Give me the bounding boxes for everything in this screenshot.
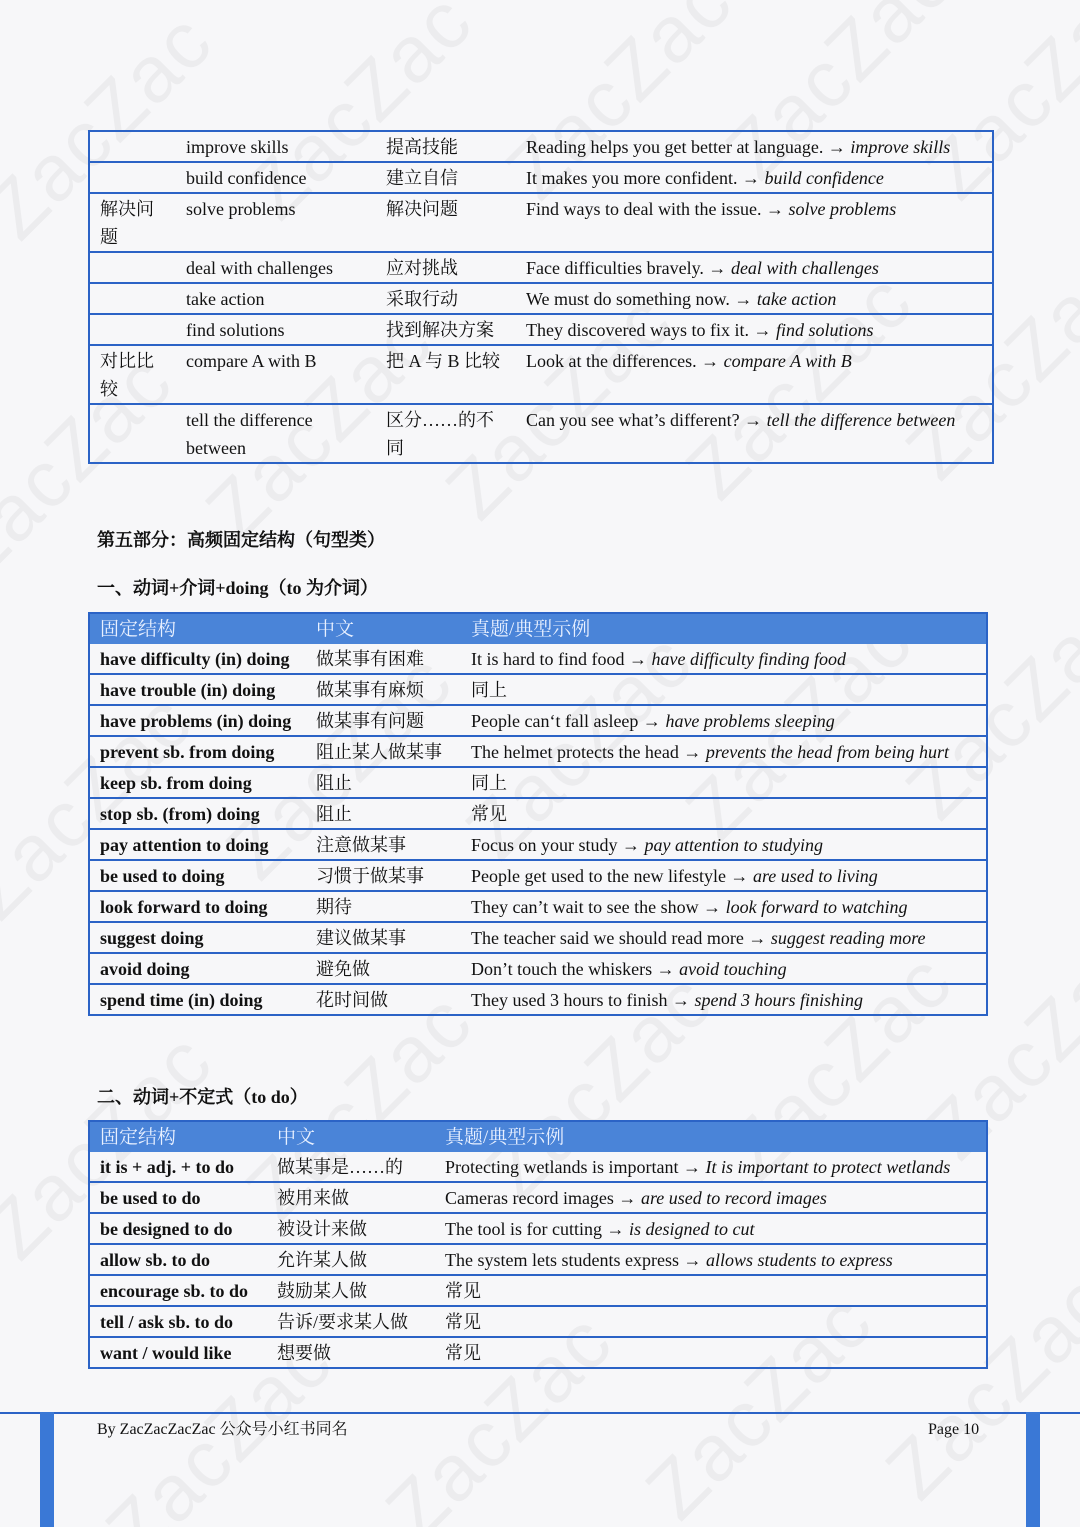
- verb-infinitive-table: [88, 1120, 988, 1369]
- example-cell: [461, 922, 987, 953]
- structure-cell: be used to do: [100, 1188, 201, 1208]
- table-row: [89, 984, 987, 1015]
- chinese-cell: 建议做某事: [316, 928, 406, 948]
- chinese-cell: 习惯于做某事: [316, 866, 424, 886]
- example-structure: have difficulty finding food: [651, 649, 846, 669]
- structure-cell: encourage sb. to do: [100, 1281, 248, 1301]
- example-structure: allows students to express: [705, 1250, 893, 1270]
- structure-cell: pay attention to doing: [100, 835, 269, 855]
- table-row: [89, 345, 993, 404]
- chinese-cell: 做某事有麻烦: [316, 680, 424, 700]
- example-cell: [435, 1306, 987, 1337]
- example-text: 常见: [445, 1343, 481, 1363]
- example-text: Reading helps you get better at language. →: [526, 137, 846, 157]
- chinese-cell: 做某事有问题: [316, 711, 424, 731]
- chinese-cell: 阻止某人做某事: [316, 742, 442, 762]
- chinese-cell: 做某事有困难: [316, 649, 424, 669]
- structure-cell: be used to doing: [100, 866, 225, 886]
- header-chinese: 中文: [306, 613, 461, 644]
- example-text: 常见: [445, 1281, 481, 1301]
- table-row: [89, 1306, 987, 1337]
- footer-divider: [0, 1412, 1080, 1414]
- example-cell: [461, 767, 987, 798]
- example-cell: [461, 984, 987, 1015]
- example-text: Don’t touch the whiskers →: [471, 959, 675, 979]
- phrase-cell: compare A with B: [186, 351, 317, 371]
- example-structure: suggest reading more: [770, 928, 926, 948]
- chinese-cell: 把 A 与 B 比较: [386, 351, 501, 371]
- example-structure: are used to record images: [640, 1188, 827, 1208]
- part5-title: 第五部分：高频固定结构（句型类）: [97, 530, 385, 550]
- example-cell: [435, 1182, 987, 1213]
- table-row: [89, 891, 987, 922]
- example-text: 常见: [445, 1312, 481, 1332]
- structure-cell: spend time (in) doing: [100, 990, 263, 1010]
- example-structure: prevents the head from being hurt: [705, 742, 950, 762]
- example-cell: [435, 1337, 987, 1368]
- example-text: The tool is for cutting →: [445, 1219, 625, 1239]
- chinese-cell: 阻止: [316, 773, 352, 793]
- structure-cell: suggest doing: [100, 928, 204, 948]
- example-structure: pay attention to studying: [644, 835, 823, 855]
- example-cell: [516, 345, 993, 404]
- example-text: They used 3 hours to finish →: [471, 990, 690, 1010]
- page-number: Page 10: [928, 1421, 980, 1438]
- example-text: People get used to the new lifestyle →: [471, 866, 749, 886]
- phrase-cell: tell the difference between: [186, 410, 313, 458]
- table-row: [89, 1244, 987, 1275]
- example-text: It is hard to find food →: [471, 649, 647, 669]
- table-row: [89, 283, 993, 314]
- category-cell: [89, 252, 176, 283]
- example-structure: compare A with B: [723, 351, 852, 371]
- table-row: [89, 644, 987, 674]
- header-structure: 固定结构: [89, 613, 306, 644]
- example-structure: improve skills: [850, 137, 951, 157]
- table-row: [89, 1337, 987, 1368]
- example-cell: [461, 860, 987, 891]
- example-cell: [435, 1213, 987, 1244]
- chinese-cell: 被用来做: [277, 1188, 349, 1208]
- structure-cell: have difficulty (in) doing: [100, 649, 290, 669]
- table-row: [89, 860, 987, 891]
- structure-cell: tell / ask sb. to do: [100, 1312, 234, 1332]
- category-cell: 对比比较: [100, 351, 154, 399]
- phrase-cell: solve problems: [186, 199, 296, 219]
- example-text: Can you see what’s different? →: [526, 410, 763, 430]
- example-structure: deal with challenges: [730, 258, 879, 278]
- table-row: [89, 767, 987, 798]
- example-text: The teacher said we should read more →: [471, 928, 767, 948]
- example-text: Focus on your study →: [471, 835, 641, 855]
- table-row: [89, 1213, 987, 1244]
- table-row: [89, 252, 993, 283]
- chinese-cell: 采取行动: [386, 289, 458, 309]
- table-row: [89, 1275, 987, 1306]
- chinese-cell: 花时间做: [316, 990, 388, 1010]
- chinese-cell: 解决问题: [386, 199, 458, 219]
- example-structure: is designed to cut: [628, 1219, 755, 1239]
- chinese-cell: 做某事是……的: [277, 1157, 403, 1177]
- example-cell: [461, 891, 987, 922]
- header-example: 真题/典型示例: [435, 1121, 987, 1152]
- phrase-cell: find solutions: [186, 320, 285, 340]
- chinese-cell: 被设计来做: [277, 1219, 367, 1239]
- structure-cell: it is + adj. + to do: [100, 1157, 235, 1177]
- structure-cell: have trouble (in) doing: [100, 680, 276, 700]
- example-structure: solve problems: [788, 199, 897, 219]
- category-cell: 解决问题: [100, 199, 154, 247]
- chinese-cell: 阻止: [316, 804, 352, 824]
- table-row: [89, 131, 993, 162]
- example-structure: build confidence: [764, 168, 884, 188]
- section2-title: 二、动词+不定式（to do）: [97, 1087, 308, 1107]
- example-text: Face difficulties bravely. →: [526, 258, 727, 278]
- example-structure: It is important to protect wetlands: [705, 1157, 951, 1177]
- chinese-cell: 鼓励某人做: [277, 1281, 367, 1301]
- vocab-table-top: [88, 130, 994, 464]
- example-cell: [461, 829, 987, 860]
- example-text: Protecting wetlands is important →: [445, 1157, 701, 1177]
- chinese-cell: 注意做某事: [316, 835, 406, 855]
- example-cell: [435, 1244, 987, 1275]
- structure-cell: prevent sb. from doing: [100, 742, 275, 762]
- section1-title: 一、动词+介词+doing（to 为介词）: [97, 578, 379, 598]
- example-cell: [516, 283, 993, 314]
- example-structure: find solutions: [775, 320, 874, 340]
- example-cell: [435, 1275, 987, 1306]
- example-text: Look at the differences. →: [526, 351, 720, 371]
- chinese-cell: 应对挑战: [386, 258, 458, 278]
- chinese-cell: 想要做: [277, 1343, 331, 1363]
- example-cell: [516, 193, 993, 252]
- structure-cell: have problems (in) doing: [100, 711, 292, 731]
- example-structure: take action: [756, 289, 837, 309]
- phrase-cell: improve skills: [186, 137, 289, 157]
- table-row: [89, 404, 993, 463]
- example-cell: [461, 674, 987, 705]
- table-row: [89, 829, 987, 860]
- chinese-cell: 找到解决方案: [386, 320, 494, 340]
- chinese-cell: 允许某人做: [277, 1250, 367, 1270]
- structure-cell: keep sb. from doing: [100, 773, 252, 793]
- footer-accent-right: [1026, 1412, 1040, 1527]
- example-structure: avoid touching: [679, 959, 787, 979]
- phrase-cell: build confidence: [186, 168, 307, 188]
- example-structure: spend 3 hours finishing: [694, 990, 863, 1010]
- table-row: [89, 798, 987, 829]
- example-text: They can’t wait to see the show →: [471, 897, 722, 917]
- table-header-row: [89, 613, 987, 644]
- verb-prep-doing-table: [88, 612, 988, 1016]
- example-structure: look forward to watching: [725, 897, 908, 917]
- example-cell: [461, 705, 987, 736]
- example-cell: [516, 252, 993, 283]
- category-cell: [89, 283, 176, 314]
- chinese-cell: 区分……的不同: [386, 410, 494, 458]
- example-structure: are used to living: [752, 866, 878, 886]
- chinese-cell: 提高技能: [386, 137, 458, 157]
- table-row: [89, 953, 987, 984]
- table-row: [89, 674, 987, 705]
- chinese-cell: 期待: [316, 897, 352, 917]
- example-text: Find ways to deal with the issue. →: [526, 199, 784, 219]
- example-cell: [461, 953, 987, 984]
- category-cell: [89, 131, 176, 162]
- structure-cell: be designed to do: [100, 1219, 233, 1239]
- example-text: We must do something now. →: [526, 289, 753, 309]
- example-text: The system lets students express →: [445, 1250, 702, 1270]
- structure-cell: avoid doing: [100, 959, 190, 979]
- header-example: 真题/典型示例: [461, 613, 987, 644]
- structure-cell: want / would like: [100, 1343, 232, 1363]
- structure-cell: stop sb. (from) doing: [100, 804, 260, 824]
- category-cell: [89, 162, 176, 193]
- example-text: 常见: [471, 804, 507, 824]
- example-cell: [516, 131, 993, 162]
- table-row: [89, 314, 993, 345]
- example-cell: [461, 798, 987, 829]
- example-text: Cameras record images →: [445, 1188, 637, 1208]
- example-text: 同上: [471, 773, 507, 793]
- example-cell: [461, 644, 987, 674]
- table-row: [89, 705, 987, 736]
- example-cell: [435, 1152, 987, 1182]
- category-cell: [89, 404, 176, 463]
- table-row: [89, 1152, 987, 1182]
- table-row: [89, 193, 993, 252]
- structure-cell: allow sb. to do: [100, 1250, 211, 1270]
- table-row: [89, 736, 987, 767]
- table-header-row: [89, 1121, 987, 1152]
- example-structure: have problems sleeping: [665, 711, 835, 731]
- header-chinese: 中文: [267, 1121, 435, 1152]
- category-cell: [89, 314, 176, 345]
- example-text: People can‘t fall asleep →: [471, 711, 661, 731]
- example-cell: [516, 314, 993, 345]
- example-cell: [516, 404, 993, 463]
- example-text: The helmet protects the head →: [471, 742, 702, 762]
- chinese-cell: 避免做: [316, 959, 370, 979]
- example-cell: [461, 736, 987, 767]
- footer-accent-left: [40, 1412, 54, 1527]
- phrase-cell: take action: [186, 289, 265, 309]
- footer-author: By ZacZacZacZac 公众号小红书同名: [97, 1421, 348, 1438]
- structure-cell: look forward to doing: [100, 897, 268, 917]
- table-row: [89, 1182, 987, 1213]
- table-row: [89, 162, 993, 193]
- example-text: It makes you more confident. →: [526, 168, 760, 188]
- example-text: 同上: [471, 680, 507, 700]
- chinese-cell: 告诉/要求某人做: [277, 1312, 409, 1332]
- example-structure: tell the difference between: [766, 410, 956, 430]
- phrase-cell: deal with challenges: [186, 258, 333, 278]
- example-cell: [516, 162, 993, 193]
- chinese-cell: 建立自信: [386, 168, 458, 188]
- example-text: They discovered ways to fix it. →: [526, 320, 772, 340]
- header-structure: 固定结构: [89, 1121, 267, 1152]
- table-row: [89, 922, 987, 953]
